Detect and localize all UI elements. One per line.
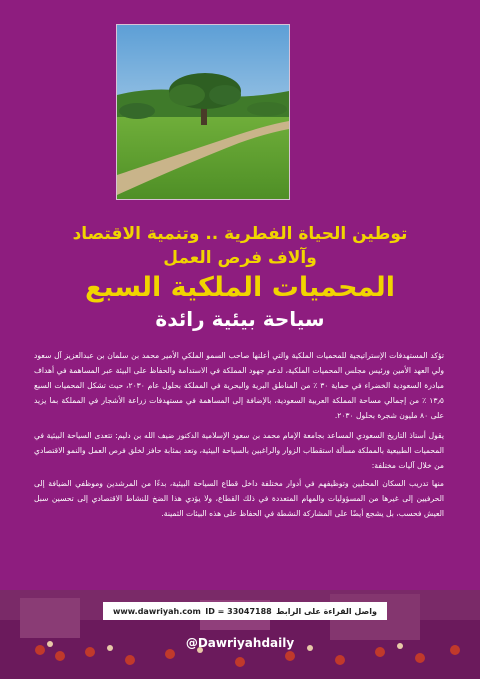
website-url[interactable]: www.dawriyah.com xyxy=(113,606,201,616)
article-id: ID = 33047188 xyxy=(205,606,272,616)
body-paragraph-3 xyxy=(34,476,444,521)
nature-reserve-photo xyxy=(116,24,290,200)
body-paragraph-1 xyxy=(34,348,444,423)
social-handle: @Dawriyahdaily xyxy=(185,636,295,650)
headline-line-1: توطين الحياة الفطرية .. وتنمية الاقتصاد xyxy=(72,224,408,244)
body-paragraph-2 xyxy=(34,428,444,473)
read-more-label: واصل القراءة على الرابط xyxy=(276,606,377,616)
read-more-link-bar[interactable] xyxy=(103,602,387,620)
paragraph-text: تؤكد المستهدفات الإستراتيجية للمحميات الملكية والتي أعلنها صاحب السمو الملكي الأمير محمد بن سلمان بن عبدالعزيز آل سعود ولي العهد الأمين ورئيس مجلس المحميات الملكية، لدعم جهود المملكة في الاستدامة والحفاظ على البيئة عبر المساهمة في أهداف مبادرة السعودية الخضراء في حماية ٣٠ ٪ من المناطق البرية والبحرية في المملكة بحلول عام ٢٠٣٠، حيث تشكل المحميات السبع ١٣٫٥ ٪ من إجمالي مساحة المملكة العربية السعودية، بالإضافة إلى المساهمة في مستهدفات زراعة الأشجار في المملكة بما يزيد على ٨٠ مليون شجرة بحلول ٢٠٣٠. xyxy=(34,351,444,420)
headline-line-2: وآلاف فرص العمل xyxy=(163,248,317,268)
article-subtitle: سياحة بيئية رائدة xyxy=(155,307,325,331)
paragraph-text: منها تدريب السكان المحليين وتوظيفهم في أدوار مختلفة داخل قطاع السياحة البيئية، بدءًا من المرشدين وموظفي الضيافة إلى الحرفيين إلى غيرها من المسؤوليات والمهام المتعددة في ذلك القطاع، ولا يؤدي هذا الضخ للنشاط الاقتصادي إلى تحسين سبل العيش فحسب، بل يشجع أيضًا على المشاركة النشطة في الحفاظ على هذه البيئات الثمينة. xyxy=(34,479,444,518)
article-title: المحميات الملكية السبع xyxy=(84,272,396,303)
paragraph-text: يقول أستاذ التاريخ السعودي المساعد بجامعة الإمام محمد بن سعود الإسلامية الدكتور ضيف الله بن دليم: تتعدى السياحة البيئية في المحميات الطبيعية بالمملكة مسألة استقطاب الزوار والراغبين بالسياحة البيئية، وتعد بمثابة حافز لخلق فرص العمل والنمو الاقتصادي من خلال آليات مختلفة: xyxy=(34,431,444,470)
